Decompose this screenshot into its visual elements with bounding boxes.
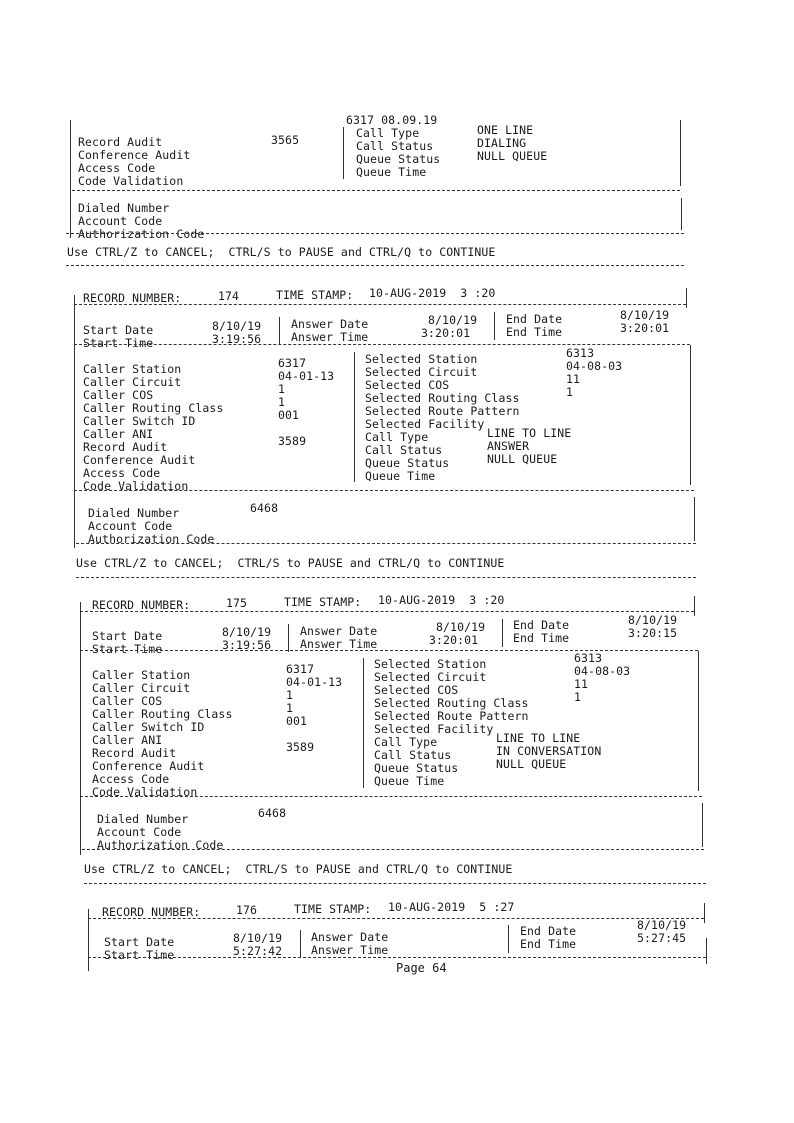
value-caller-switch-id: 001 (278, 408, 300, 422)
label-start-time: Start Time (104, 948, 175, 962)
label-selected-cos: Selected COS (374, 683, 459, 697)
value-answer-date: 8/10/19 (436, 620, 486, 634)
label-queue-time: Queue Time (374, 774, 445, 788)
label-selected-routing-class: Selected Routing Class (374, 696, 529, 710)
label-selected-circuit: Selected Circuit (365, 365, 478, 379)
value-end-time: 3:20:15 (628, 626, 678, 640)
label-call-status: Call Status (356, 139, 434, 153)
label-caller-switch-id: Caller Switch ID (83, 414, 196, 428)
label-end-time: End Time (506, 325, 563, 339)
label-queue-status: Queue Status (356, 152, 441, 166)
value-answer-date: 8/10/19 (428, 313, 478, 327)
label-end-date: End Date (506, 312, 563, 326)
value-end-date: 8/10/19 (628, 613, 678, 627)
value-end-date: 8/10/19 (620, 308, 670, 322)
page-number: Page 64 (396, 961, 447, 975)
label-answer-time: Answer Time (300, 637, 378, 651)
value-queue-status: NULL QUEUE (496, 757, 567, 771)
label-selected-station: Selected Station (365, 352, 478, 366)
record-number: 176 (236, 903, 258, 917)
value-selected-cos: 11 (574, 677, 589, 691)
label-code-validation: Code Validation (83, 479, 189, 493)
value-selected-station: 6313 (574, 651, 603, 665)
value-selected-cos: 11 (566, 372, 581, 386)
label-record-audit: Record Audit (83, 440, 168, 454)
value-start-time: 5:27:42 (233, 944, 283, 958)
value-caller-cos: 1 (278, 382, 286, 396)
value-selected-routing-class: 1 (566, 385, 574, 399)
label-caller-ani: Caller ANI (92, 733, 163, 747)
value-call-type: LINE TO LINE (487, 426, 572, 440)
value-start-date: 8/10/19 (212, 319, 262, 333)
record-time-stamp: 10-AUG-2019 3 :20 (369, 286, 496, 300)
value-answer-time: 3:20:01 (429, 633, 479, 647)
label-selected-route-pattern: Selected Route Pattern (374, 709, 529, 723)
label-time-stamp: TIME STAMP: (276, 288, 354, 302)
label-caller-station: Caller Station (83, 362, 182, 376)
label-dialed-number: Dialed Number (97, 812, 189, 826)
label-caller-station: Caller Station (92, 668, 191, 682)
label-answer-date: Answer Date (311, 930, 389, 944)
label-authorization-code: Authorization Code (88, 532, 215, 546)
value-caller-cos: 1 (286, 688, 294, 702)
label-selected-circuit: Selected Circuit (374, 670, 487, 684)
record-time-stamp: 10-AUG-2019 3 :20 (378, 593, 505, 607)
label-record-audit: Record Audit (78, 135, 163, 149)
value-selected-circuit: 04-08-03 (566, 359, 623, 373)
label-dialed-number: Dialed Number (88, 506, 180, 520)
label-account-code: Account Code (78, 214, 163, 228)
label-answer-date: Answer Date (291, 317, 369, 331)
label-selected-cos: Selected COS (365, 378, 450, 392)
label-call-type: Call Type (365, 430, 429, 444)
value-selected-station: 6313 (566, 346, 595, 360)
label-dialed-number: Dialed Number (78, 201, 170, 215)
label-end-date: End Date (513, 618, 570, 632)
value-end-time: 5:27:45 (637, 931, 687, 945)
record-number: 175 (226, 596, 248, 610)
label-conference-audit: Conference Audit (83, 453, 196, 467)
label-start-date: Start Date (92, 629, 163, 643)
label-account-code: Account Code (88, 519, 173, 533)
label-end-date: End Date (520, 924, 577, 938)
value-caller-station: 6317 (286, 662, 315, 676)
pause-message: Use CTRL/Z to CANCEL; CTRL/S to PAUSE and CTRL/Q to CONTINUE (76, 556, 505, 570)
label-queue-status: Queue Status (365, 456, 450, 470)
record-number: 174 (218, 289, 240, 303)
label-caller-switch-id: Caller Switch ID (92, 720, 205, 734)
label-start-time: Start Time (92, 642, 163, 656)
value-start-time: 3:19:56 (222, 638, 272, 652)
value-record-audit: 3589 (278, 434, 307, 448)
partial-header-note: 6317 08.09.19 (346, 113, 438, 127)
label-record-number: RECORD NUMBER: (102, 905, 201, 919)
label-selected-routing-class: Selected Routing Class (365, 391, 520, 405)
label-caller-circuit: Caller Circuit (92, 681, 191, 695)
value-dialed-number: 6468 (250, 501, 279, 515)
value-start-date: 8/10/19 (222, 625, 272, 639)
label-caller-circuit: Caller Circuit (83, 375, 182, 389)
label-call-type: Call Type (356, 126, 420, 140)
value-answer-time: 3:20:01 (421, 326, 471, 340)
label-authorization-code: Authorization Code (97, 838, 224, 852)
value-end-date: 8/10/19 (637, 918, 687, 932)
label-answer-time: Answer Time (291, 330, 369, 344)
label-record-audit: Record Audit (92, 746, 177, 760)
value-selected-circuit: 04-08-03 (574, 664, 631, 678)
value-call-status: DIALING (477, 136, 527, 150)
label-caller-cos: Caller COS (83, 388, 154, 402)
value-dialed-number: 6468 (258, 806, 287, 820)
label-conference-audit: Conference Audit (92, 759, 205, 773)
value-start-date: 8/10/19 (233, 931, 283, 945)
label-selected-facility: Selected Facility (374, 722, 494, 736)
label-start-date: Start Date (104, 935, 175, 949)
label-caller-cos: Caller COS (92, 694, 163, 708)
label-caller-routing-class: Caller Routing Class (83, 401, 224, 415)
value-queue-status: NULL QUEUE (477, 149, 548, 163)
label-selected-station: Selected Station (374, 657, 487, 671)
label-code-validation: Code Validation (78, 174, 184, 188)
label-call-status: Call Status (374, 748, 452, 762)
label-access-code: Access Code (83, 466, 161, 480)
label-selected-facility: Selected Facility (365, 417, 485, 431)
value-call-status: IN CONVERSATION (496, 744, 602, 758)
label-end-time: End Time (520, 937, 577, 951)
value-start-time: 3:19:56 (212, 332, 262, 346)
value-caller-circuit: 04-01-13 (286, 675, 343, 689)
label-call-status: Call Status (365, 443, 443, 457)
value-caller-routing-class: 1 (278, 395, 286, 409)
label-call-type: Call Type (374, 735, 438, 749)
label-queue-time: Queue Time (356, 165, 427, 179)
label-time-stamp: TIME STAMP: (294, 902, 372, 916)
label-time-stamp: TIME STAMP: (284, 595, 362, 609)
value-record-audit: 3565 (271, 133, 300, 147)
label-caller-ani: Caller ANI (83, 427, 154, 441)
label-authorization-code: Authorization Code (78, 227, 205, 241)
value-caller-switch-id: 001 (286, 714, 308, 728)
value-queue-status: NULL QUEUE (487, 452, 558, 466)
value-call-type: ONE LINE (477, 123, 534, 137)
label-conference-audit: Conference Audit (78, 148, 191, 162)
label-start-time: Start Time (83, 336, 154, 350)
value-selected-routing-class: 1 (574, 690, 582, 704)
label-end-time: End Time (513, 631, 570, 645)
label-selected-route-pattern: Selected Route Pattern (365, 404, 520, 418)
label-code-validation: Code Validation (92, 785, 198, 799)
label-record-number: RECORD NUMBER: (83, 291, 182, 305)
value-call-status: ANSWER (487, 439, 530, 453)
label-caller-routing-class: Caller Routing Class (92, 707, 233, 721)
value-caller-circuit: 04-01-13 (278, 369, 335, 383)
label-access-code: Access Code (78, 161, 156, 175)
pause-message: Use CTRL/Z to CANCEL; CTRL/S to PAUSE and CTRL/Q to CONTINUE (67, 245, 496, 259)
value-call-type: LINE TO LINE (496, 731, 581, 745)
value-record-audit: 3589 (286, 740, 315, 754)
value-caller-station: 6317 (278, 356, 307, 370)
value-end-time: 3:20:01 (620, 321, 670, 335)
label-answer-date: Answer Date (300, 624, 378, 638)
pause-message: Use CTRL/Z to CANCEL; CTRL/S to PAUSE and CTRL/Q to CONTINUE (84, 862, 513, 876)
record-time-stamp: 10-AUG-2019 5 :27 (388, 900, 515, 914)
label-queue-time: Queue Time (365, 469, 436, 483)
label-queue-status: Queue Status (374, 761, 459, 775)
label-record-number: RECORD NUMBER: (92, 598, 191, 612)
label-account-code: Account Code (97, 825, 182, 839)
label-start-date: Start Date (83, 323, 154, 337)
label-access-code: Access Code (92, 772, 170, 786)
label-answer-time: Answer Time (311, 943, 389, 957)
value-caller-routing-class: 1 (286, 701, 294, 715)
